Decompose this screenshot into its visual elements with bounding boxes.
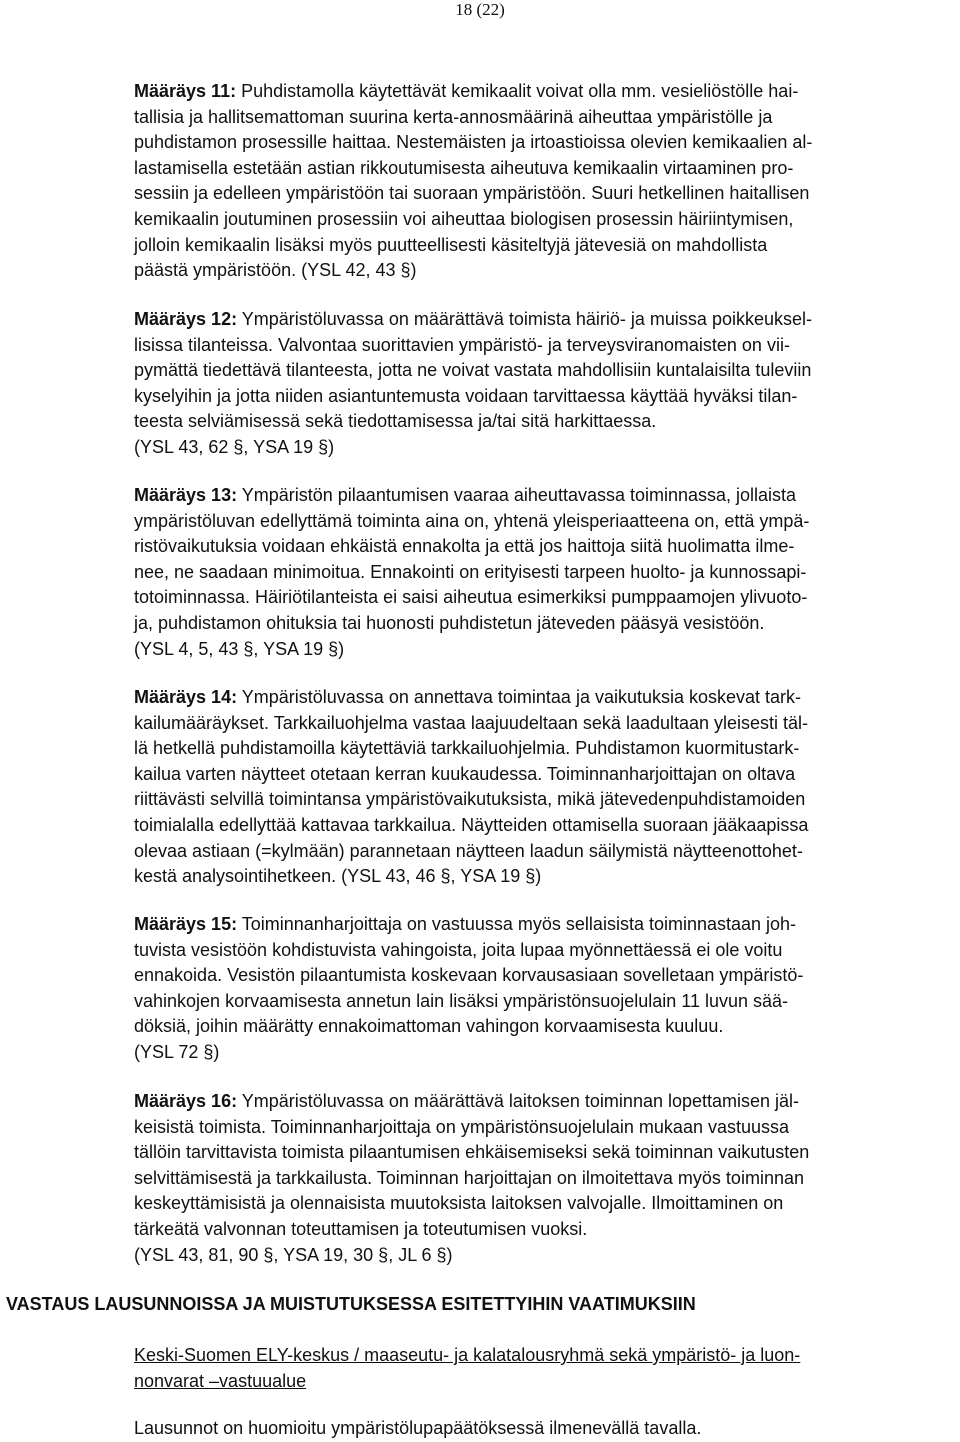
statement-source (134, 1343, 954, 1394)
paragraph-line-text: Ympäristöluvassa on määrättävä laitoksen toiminnan lopettamisen jäl- (237, 1091, 800, 1111)
paragraph-line: keisistä toimista. Toiminnanharjoittaja on ympäristönsuojelulain mukaan vastuussa (134, 1116, 790, 1137)
paragraph-line: lastamisella estetään astian rikkoutumisesta aiheutuva kemikaalin virtaaminen pro- (134, 157, 794, 178)
paragraph-line: ristövaikutuksia voidaan ehkäistä ennakolta ja että jos haittoja siitä huolimatta ilme- (134, 536, 795, 557)
paragraph-line: teesta selviämisessä sekä tiedottamisessa ja/tai sitä harkittaessa. (134, 411, 657, 432)
paragraph-line: ympäristöluvan edellyttämä toiminta aina on, yhtenä yleisperiaatteena on, että ympä- (134, 510, 810, 531)
paragraph-line: kyselyihin ja jotta niiden asiantuntemusta voidaan tarvittaessa käyttää hyväksi tilan- (134, 385, 798, 406)
paragraph-line: tuvista vesistöön kohdistuvista vahingoista, joita lupaa myönnettäessä ei ole voitu (134, 939, 783, 960)
paragraph-line: tällöin tarvittavista toimista pilaantumisen ehkäisemiseksi sekä toiminnan vaikutusten (134, 1142, 810, 1163)
paragraph-line: totoiminnassa. Häiriötilanteista ei saisi aiheutua esimerkiksi pumppaamojen ylivuoto- (134, 587, 808, 608)
paragraph-line: kailumääräykset. Tarkkailuohjelma vastaa laajuudeltaan sekä laadultaan yleisesti täl- (134, 712, 809, 733)
paragraph-line: kailua varten näytteet otetaan kerran kuukaudessa. Toiminnanharjoittajan on oltava (134, 763, 796, 784)
paragraph-line: lä hetkellä puhdistamoilla käytettäviä tarkkailuohjelmia. Puhdistamon kuormitustark- (134, 738, 800, 759)
paragraph-line: keskeyttämisistä ja olennaisista muutoksista laitoksen valvojalle. Ilmoittaminen on (134, 1193, 784, 1214)
paragraph-lead: Määräys 16: (134, 1091, 238, 1111)
paragraph-line: döksiä, joihin määrätty ennakoimattoman vahingon korvaamisesta kuuluu. (134, 1016, 724, 1037)
paragraph-maarays-11 (134, 79, 954, 284)
statement-response-text: Lausunnot on huomioitu ympäristölupapäätöksessä ilmenevällä tavalla. (134, 1418, 702, 1438)
paragraph-line: olevaa astiaan (=kylmään) parannetaan näytteen laadun säilymistä näytteenottohet- (134, 840, 803, 861)
paragraph-line: (YSL 43, 81, 90 §, YSA 19, 30 §, JL 6 §) (134, 1244, 453, 1265)
paragraph-line: vahinkojen korvaamisesta annetun lain lisäksi ympäristönsuojelulain 11 luvun sää- (134, 990, 789, 1011)
paragraph-line: ja, puhdistamon ohituksia tai huonosti puhdistetun jäteveden pääsyä vesistöön. (134, 612, 765, 633)
section-heading: VASTAUS LAUSUNNOISSA JA MUISTUTUKSESSA ESITETTYIHIN VAATIMUKSIIN (6, 1294, 696, 1314)
paragraph-line: tärkeätä valvonnan toteuttamisen ja toteutumisen vuoksi. (134, 1218, 588, 1239)
paragraph-line: riittävästi selvillä toimintansa ympäristövaikutuksista, mikä jätevedenpuhdistamoiden (134, 789, 806, 810)
paragraph-line: kestä analysointihetkeen. (YSL 43, 46 §, YSA 19 §) (134, 866, 542, 887)
paragraph-lead: Määräys 15: (134, 914, 238, 934)
paragraph-maarays-15 (134, 912, 954, 1066)
paragraph-line (134, 483, 954, 509)
paragraph-lead: Määräys 11: (134, 81, 237, 101)
paragraph-line: jolloin kemikaalin lisäksi myös puutteellisesti käsiteltyjä jätevesiä on mahdollista (134, 234, 768, 255)
paragraph-lead: Määräys 13: (134, 485, 238, 505)
paragraph-line: (YSL 4, 5, 43 §, YSA 19 §) (134, 638, 345, 659)
paragraph-maarays-13 (134, 483, 954, 662)
paragraph-lead: Määräys 14: (134, 687, 238, 707)
paragraph-line-text: Ympäristön pilaantumisen vaaraa aiheuttavassa toiminnassa, jollaista (237, 485, 797, 505)
paragraph-line: nee, ne saadaan minimoitua. Ennakointi on erityisesti tarpeen huolto- ja kunnossapi- (134, 561, 807, 582)
paragraph-line-text: Ympäristöluvassa on annettava toimintaa ja vaikutuksia koskevat tark- (237, 687, 802, 707)
statement-source-line: Keski-Suomen ELY-keskus / maaseutu- ja kalatalousryhmä sekä ympäristö- ja luon- (134, 1345, 801, 1365)
paragraph-line-text: Toiminnanharjoittaja on vastuussa myös sellaisista toiminnastaan joh- (237, 914, 797, 934)
paragraph-line (134, 307, 954, 333)
paragraph-line: päästä ympäristöön. (YSL 42, 43 §) (134, 260, 417, 281)
paragraph-line: ennakoida. Vesistön pilaantumista koskevaan korvausasiaan sovelletaan ympäristö- (134, 965, 804, 986)
paragraph-maarays-16 (134, 1089, 954, 1268)
paragraph-line (134, 79, 954, 105)
paragraph-line: lisissa tilanteissa. Valvontaa suorittavien ympäristö- ja terveysviranomaisten on vii- (134, 334, 790, 355)
paragraph-line (134, 912, 954, 938)
paragraph-line: sessiin ja edelleen ympäristöön tai suoraan ympäristöön. Suuri hetkellinen haitallisen (134, 183, 810, 204)
paragraph-maarays-14 (134, 685, 954, 890)
paragraph-line-text: Puhdistamolla käytettävät kemikaalit voivat olla mm. vesieliöstölle hai- (236, 81, 799, 101)
paragraph-line: (YSL 72 §) (134, 1041, 220, 1062)
paragraph-lead: Määräys 12: (134, 309, 238, 329)
paragraph-line (134, 1089, 954, 1115)
paragraph-line: puhdistamon prosessille haittaa. Nestemäisten ja irtoastioissa olevien kemikaalien al- (134, 132, 813, 153)
statement-source-line: nonvarat –vastuualue (134, 1370, 307, 1391)
paragraph-line-text: Ympäristöluvassa on määrättävä toimista häiriö- ja muissa poikkeuksel- (237, 309, 812, 329)
paragraph-maarays-12 (134, 307, 954, 461)
paragraph-line: selvittämisestä ja tarkkailusta. Toiminnan harjoittajan on ilmoitettava myös toiminnan (134, 1167, 804, 1188)
page-number: 18 (22) (455, 0, 505, 19)
paragraph-line: (YSL 43, 62 §, YSA 19 §) (134, 436, 335, 457)
statement-response (134, 1416, 954, 1442)
paragraph-line: tallisia ja hallitsemattoman suurina kerta-annosmäärinä aiheuttaa ympäristölle ja (134, 106, 773, 127)
paragraph-line (134, 685, 954, 711)
paragraph-line: pymättä tiedettävä tilanteesta, jotta ne voivat vastata mahdollisiin kuntalaisilta tuleviin (134, 360, 812, 381)
paragraph-line: toimialalla edellyttää kattavaa tarkkailua. Näytteiden ottamisella suoraan jääkaapissa (134, 814, 809, 835)
paragraph-line: kemikaalin joutuminen prosessiin voi aiheuttaa biologisen prosessin häiriintymisen, (134, 208, 794, 229)
